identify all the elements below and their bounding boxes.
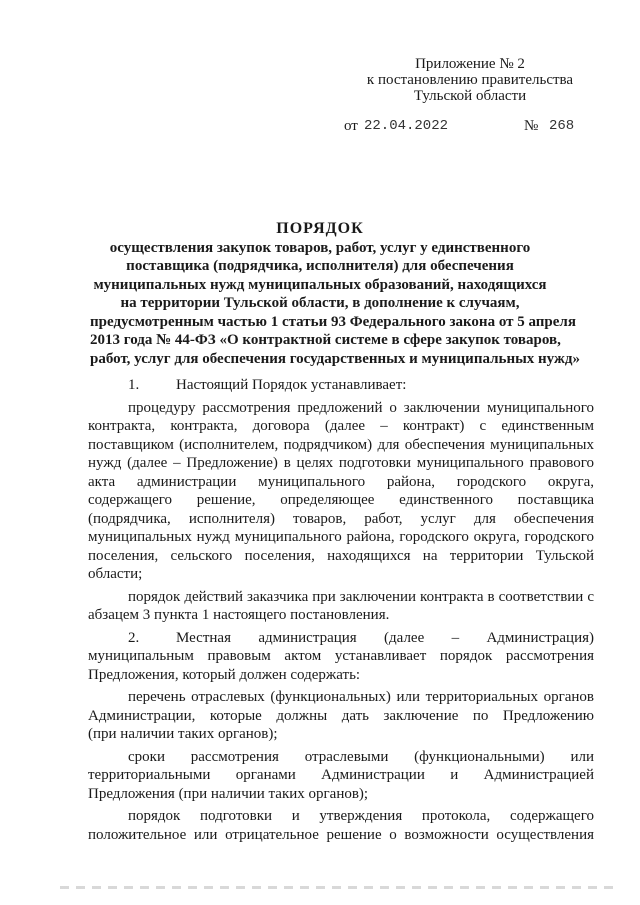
stamp-date: 22.04.2022 — [364, 118, 449, 134]
title-line: 2013 года № 44-ФЗ «О контрактной системе в сфере закупок товаров, — [90, 332, 561, 348]
text-line: (подрядчика, исполнителя) товаров, работ, услуг для обеспечения — [88, 510, 594, 527]
text-line: (при наличии таких органов); — [88, 726, 278, 742]
text-line: муниципальных нужд муниципального района, городского округа, городского — [88, 529, 594, 545]
text-line: Предложения, который должен содержать: — [88, 666, 361, 683]
appendix-region: Тульской области — [413, 88, 527, 104]
paragraph-number: 1. — [128, 377, 140, 393]
paragraph-2-heading — [88, 629, 594, 648]
text-line: содержащего решение, определяющее единственного поставщика — [88, 492, 594, 508]
paragraph-2b — [88, 748, 594, 804]
text-line: абзацем 3 пункта 1 настоящего постановления. — [88, 607, 390, 623]
text-line: поставщиком (исполнителем, подрядчиком) для обеспечения муниципальных — [88, 436, 594, 453]
text-line: нужд (далее – Предложение) в целях подготовки муниципального правового — [88, 455, 594, 471]
text-line: сроки рассмотрения отраслевыми (функциональными) или — [128, 748, 594, 765]
text-line: акта администрации муниципального района, городского округа, — [88, 473, 594, 490]
title-line: поставщика (подрядчика, исполнителя) для обеспечения — [126, 258, 514, 274]
document-title — [90, 220, 580, 368]
appendix-reference: к постановлению правительства — [366, 72, 574, 88]
paragraph-text: Настоящий Порядок устанавливает: — [176, 377, 407, 393]
paragraph-2 — [88, 629, 594, 685]
paragraph-number: 2. — [128, 629, 140, 646]
text-line: порядок действий заказчика при заключении контракта в соответствии с — [128, 588, 594, 605]
document-body — [88, 376, 594, 844]
text-line: области; — [88, 566, 143, 582]
appendix-number: Приложение № 2 — [415, 56, 525, 72]
title-line: предусмотренным частью 1 статьи 93 Федерального закона от 5 апреля — [90, 313, 576, 330]
text-line: Предложения (при наличии таких органов); — [88, 785, 369, 802]
paragraph-1-heading — [88, 376, 594, 395]
paragraph-2c — [88, 807, 594, 844]
title-line: на территории Тульской области, в дополнение к случаям, — [120, 295, 520, 311]
text-line: контракта, контракта, договора (далее – контракт) с единственным — [88, 418, 594, 434]
paragraph-text: Местная администрация (далее – Администрация) — [176, 629, 594, 646]
stamp-from-label: от — [344, 118, 358, 134]
title-line: муниципальных нужд муниципальных образований, находящихся — [93, 276, 547, 293]
paragraph-2a — [88, 688, 594, 744]
stamp-number: 268 — [549, 118, 575, 134]
title-line: осуществления закупок товаров, работ, услуг у единственного — [109, 239, 531, 256]
text-line: положительное или отрицательное решение о возможности осуществления — [88, 826, 594, 843]
scan-artifact-divider — [60, 886, 620, 889]
paragraph-1b — [88, 588, 594, 625]
text-line: Администрации, которые должны дать заключение по Предложению — [88, 707, 594, 724]
text-line: территориальными органами Администрации и Администрацией — [88, 767, 594, 783]
stamp-number-sign: № — [524, 118, 539, 134]
decree-stamp — [344, 118, 594, 136]
title-line: работ, услуг для обеспечения государственных и муниципальных нужд» — [90, 350, 580, 367]
title-main: ПОРЯДОК — [276, 220, 364, 237]
text-line: муниципальным правовым актом устанавливает порядок рассмотрения — [88, 648, 594, 664]
text-line: процедуру рассмотрения предложений о заключении муниципального — [128, 399, 594, 416]
text-line: поселения, сельского поселения, находящихся на территории Тульской — [88, 547, 594, 564]
text-line: порядок подготовки и утверждения протокола, содержащего — [128, 808, 594, 824]
text-line: перечень отраслевых (функциональных) или территориальных органов — [128, 689, 594, 705]
appendix-header — [340, 56, 600, 104]
paragraph-1a — [88, 399, 594, 584]
